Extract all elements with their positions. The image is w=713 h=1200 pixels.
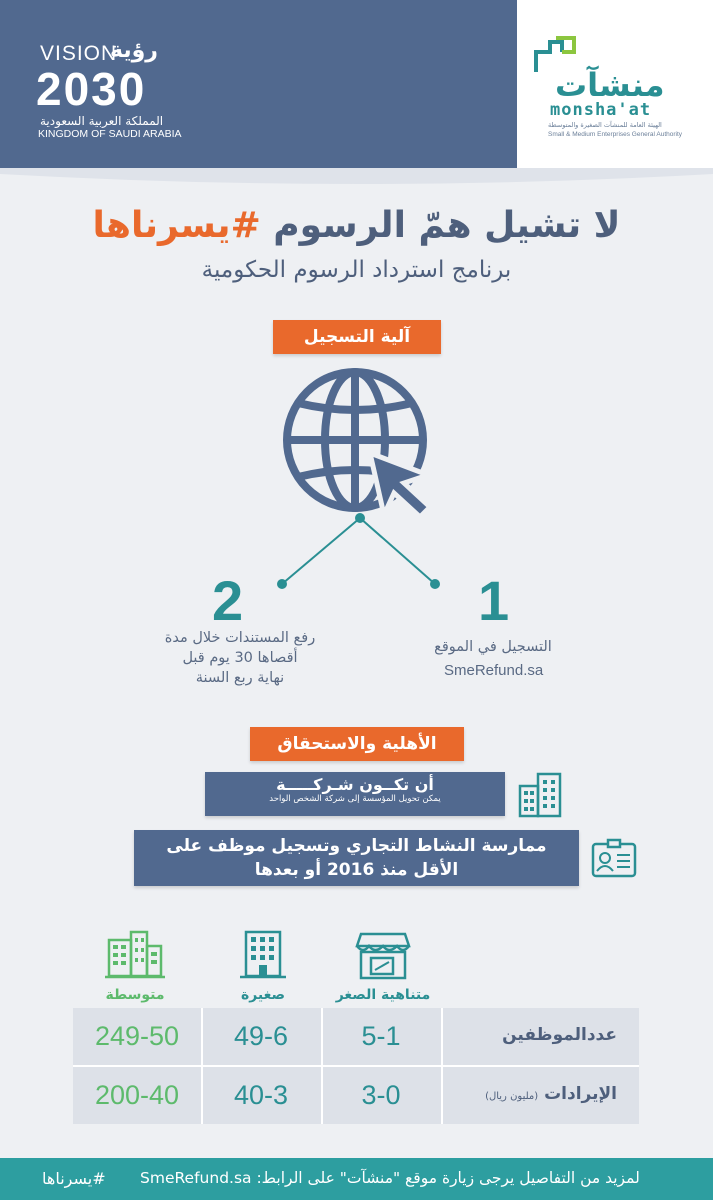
eligibility-company-note: يمكن تحويل المؤسسة إلى شركة الشخص الواحد — [269, 794, 441, 804]
eligibility-badge: الأهلية والاستحقاق — [250, 727, 464, 761]
title-hashtag: #يسرناها — [92, 205, 261, 246]
step-1-number: 1 — [478, 569, 510, 632]
step-2-line-3: نهاية ربع السنة — [195, 670, 285, 686]
revenue-unit: (مليون ريال) — [485, 1091, 539, 1102]
monshaat-arabic: منشآت — [555, 66, 665, 104]
table-col-divider — [441, 1008, 443, 1124]
kingdom-english: KINGDOM OF SAUDI ARABIA — [38, 128, 182, 140]
employees-micro: 5-1 — [361, 1021, 401, 1051]
footer-hashtag: #يسرناها — [42, 1169, 106, 1188]
step-1-url: SmeRefund.sa — [444, 662, 544, 679]
footer-bar — [0, 1158, 713, 1200]
step-2-line-1: رفع المستندات خلال مدة — [164, 630, 316, 646]
steps-connector — [270, 512, 450, 592]
employees-medium: 249-50 — [94, 1021, 180, 1051]
classification-table — [73, 1008, 639, 1124]
medium-enterprise-icon — [105, 928, 165, 980]
eligibility-activity-line-2: الأقل منذ 2016 أو بعدها — [254, 860, 459, 880]
eligibility-company-title: أن تكــون شـركـــــة — [276, 775, 434, 794]
revenue-medium: 200-40 — [94, 1080, 180, 1110]
row-label-employees: عددالموظفين — [502, 1025, 617, 1045]
vision-word: VISION — [40, 42, 118, 65]
step-2-line-2: أقصاها 30 يوم قبل — [182, 650, 298, 666]
revenue-micro: 3-0 — [361, 1080, 401, 1110]
step-2-number: 2 — [212, 569, 244, 632]
step-1-text: التسجيل في الموقع — [434, 639, 552, 655]
registration-badge: آلية التسجيل — [273, 320, 441, 354]
step-2-text — [135, 628, 345, 688]
table-row-divider — [73, 1065, 639, 1067]
employees-small: 49-6 — [233, 1021, 289, 1051]
revenue-label: الإيرادات — [544, 1084, 617, 1104]
id-card-icon — [590, 838, 638, 880]
footer-link-text[interactable]: لمزيد من التفاصيل يرجى زيارة موقع "منشآت" على الرابط: SmeRefund.sa — [140, 1169, 640, 1187]
title-main: لا تشيل همّ الرسوم — [273, 205, 621, 246]
row-label-revenue — [445, 1084, 617, 1104]
eligibility-activity-line-1: ممارسة النشاط التجاري وتسجيل موظف على — [166, 836, 547, 856]
page-title — [0, 205, 713, 246]
monshaat-english: monsha'at — [550, 100, 652, 120]
header-wave-divider — [0, 168, 713, 190]
kingdom-arabic: المملكة العربية السعودية — [40, 114, 164, 128]
authority-arabic: الهيئة العامة للمنشآت الصغيرة والمتوسطة — [548, 121, 662, 129]
vision-arabic: رؤية — [110, 38, 158, 63]
globe-cursor-icon — [280, 365, 440, 525]
page-subtitle: برنامج استرداد الرسوم الحكومية — [201, 257, 512, 283]
vision-year: 2030 — [36, 63, 147, 115]
category-small: صغيرة — [240, 987, 286, 1003]
eligibility-company-bar — [205, 772, 505, 816]
small-enterprise-icon — [240, 928, 286, 980]
building-icon — [516, 770, 564, 818]
micro-enterprise-shop-icon — [355, 930, 411, 980]
revenue-small: 40-3 — [233, 1080, 289, 1110]
eligibility-activity-bar — [134, 830, 579, 886]
category-medium: متوسطة — [105, 987, 165, 1003]
category-micro: متناهية الصغر — [335, 987, 431, 1003]
authority-english: Small & Medium Enterprises General Authority — [548, 131, 683, 138]
